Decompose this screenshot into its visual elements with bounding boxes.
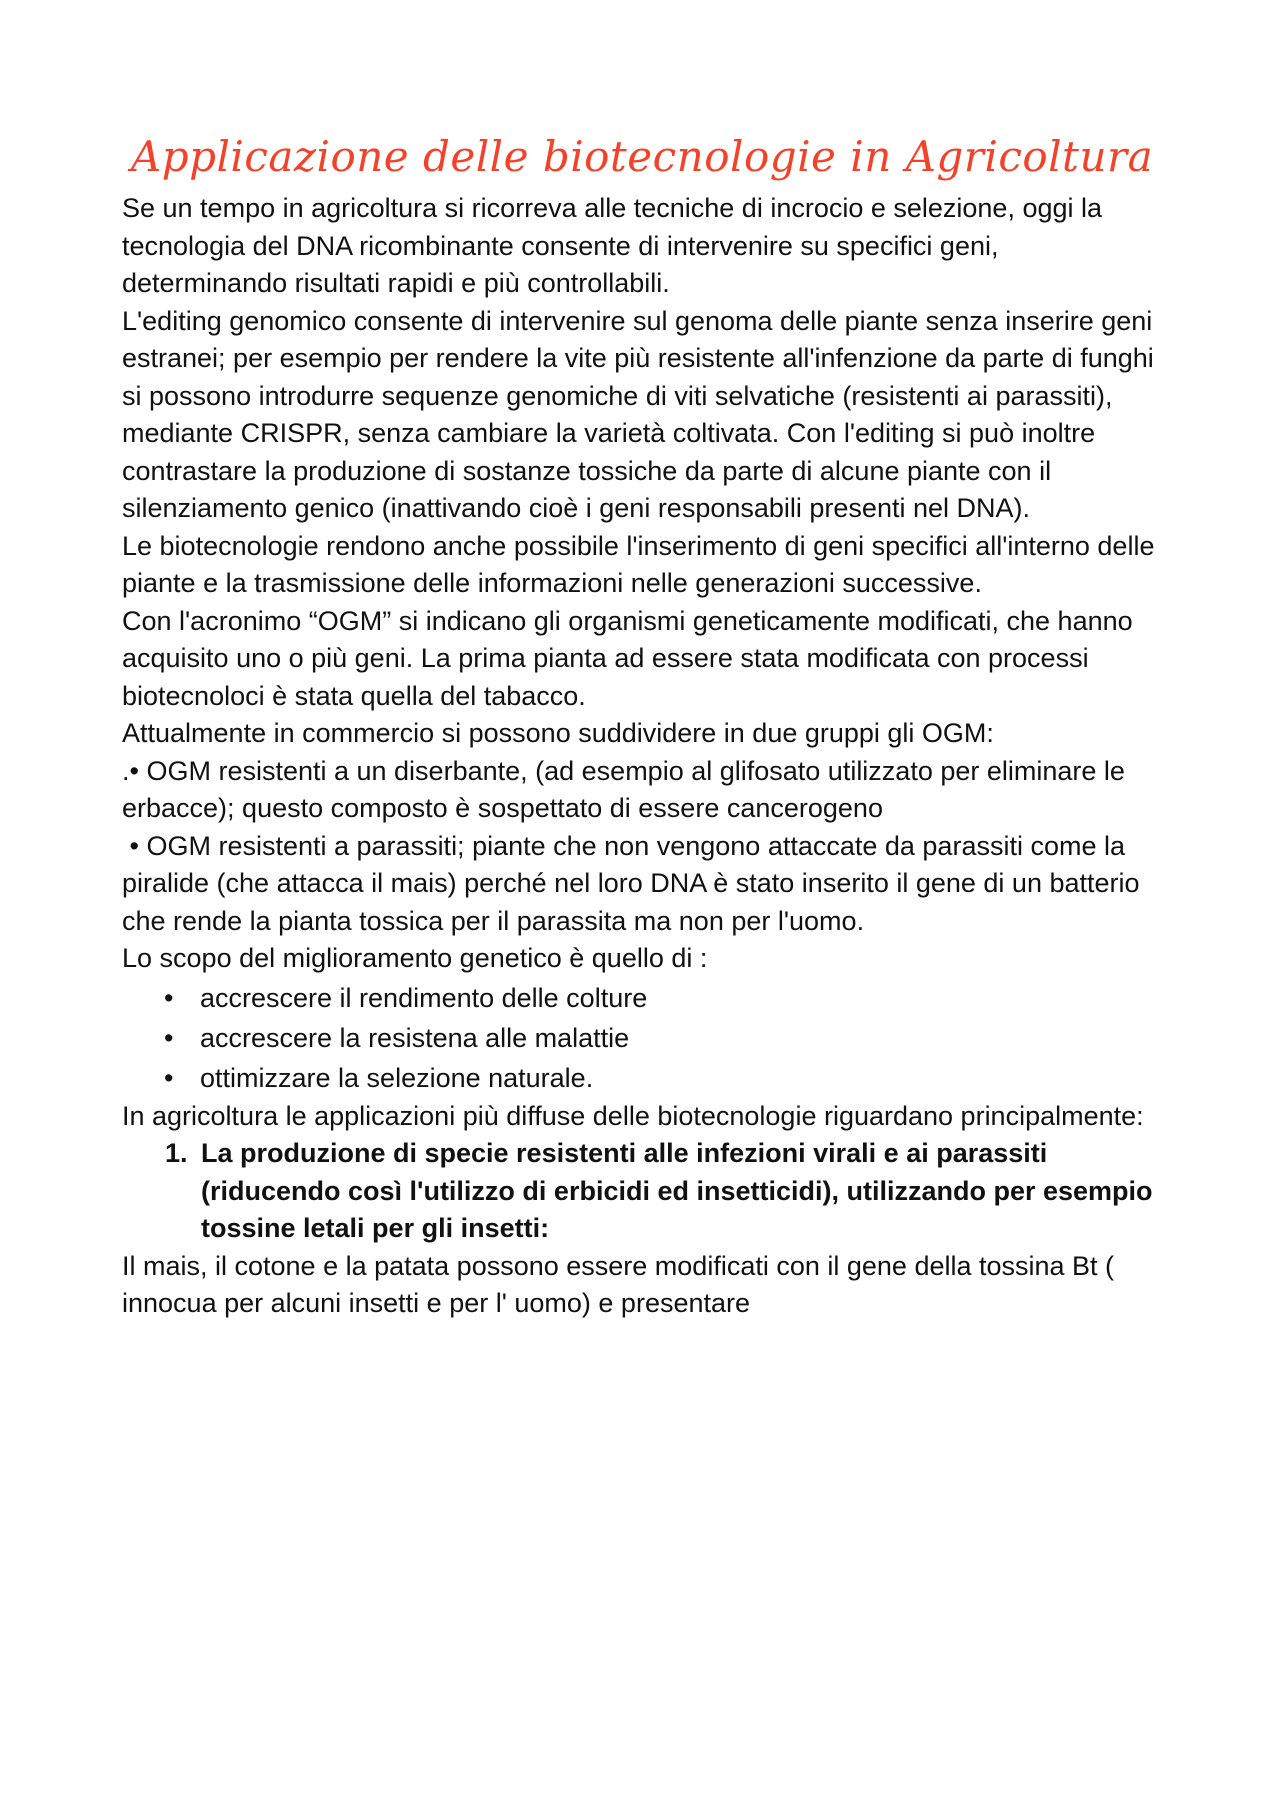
paragraph: Se un tempo in agricoltura si ricorreva alle tecniche di incrocio e selezione, oggi la tecnologia del DNA ricombinante consente di intervenire su specifici geni, determinando risultati rapidi e più controllabili. xyxy=(122,193,1103,298)
paragraph: Con l'acronimo “OGM” si indicano gli organismi geneticamente modificati, che hanno acquisito uno o più geni. La prima pianta ad essere stata modificata con processi biotecnoloci è stata quella del tabacco. xyxy=(122,605,1133,711)
numbered-item xyxy=(122,1135,1162,1248)
paragraph: Le biotecnologie rendono anche possibile l'inserimento di geni specifici all'interno delle piante e la trasmissione delle informazioni nelle generazioni successive. xyxy=(122,530,1155,598)
document-page xyxy=(122,128,1162,1323)
numbered-item-text: La produzione di specie resistenti alle infezioni virali e ai parassiti (riducendo così l'utilizzo di erbicidi ed insetticidi), utilizzando per esempio tossine letali per gli insetti: xyxy=(201,1138,1153,1243)
list-item xyxy=(122,1058,1162,1098)
numbered-list xyxy=(122,1135,1162,1248)
list-item-text: ottimizzare la selezione naturale. xyxy=(200,1062,594,1093)
bullet-marker: • xyxy=(164,982,174,1013)
paragraph: Il mais, il cotone e la patata possono essere modificati con il gene della tossina Bt ( innocua per alcuni insetti e per l' uomo) e presentare xyxy=(122,1250,1115,1318)
bullet-marker: • xyxy=(164,1062,174,1093)
paragraph: Lo scopo del miglioramento genetico è quello di : xyxy=(122,943,708,973)
ogm-group-paragraph: .• OGM resistenti a un diserbante, (ad esempio al glifosato utilizzato per eliminare le erbacce); questo composto è sospettato di essere cancerogeno xyxy=(122,755,1133,823)
list-item-text: accrescere la resistena alle malattie xyxy=(200,1022,630,1053)
list-item xyxy=(122,978,1162,1018)
page-title: Applicazione delle biotecnologie in Agricoltura xyxy=(130,132,1154,181)
bullet-marker: • xyxy=(164,1022,174,1053)
paragraph: L'editing genomico consente di intervenire sul genoma delle piante senza inserire geni estranei; per esempio per rendere la vite più resistente all'infenzione da parte di funghi si possono introdurre sequenze genomiche di viti selvatiche (resistenti ai parassiti), mediante CRISPR, senza cambiare la varietà coltivata. Con l'editing si può inoltre contrastare la produzione di sostanze tossiche da parte di alcune piante con il silenziamento genico (inattivando cioè i geni responsabili presenti nel DNA). xyxy=(122,305,1154,523)
list-item-text: accrescere il rendimento delle colture xyxy=(200,982,648,1013)
ogm-group-paragraph: • OGM resistenti a parassiti; piante che non vengono attaccate da parassiti come la piralide (che attacca il mais) perché nel loro DNA è stato inserito il gene di un batterio che rende la pianta tossica per il parassita ma non per l'uomo. xyxy=(122,830,1148,936)
paragraph: Attualmente in commercio si possono suddividere in due gruppi gli OGM: xyxy=(122,718,994,748)
paragraph: In agricoltura le applicazioni più diffuse delle biotecnologie riguardano principalmente: xyxy=(122,1100,1144,1131)
document-body xyxy=(122,190,1162,1323)
bullet-list xyxy=(122,978,1162,1098)
item-number: 1. xyxy=(165,1138,188,1168)
list-item xyxy=(122,1018,1162,1058)
